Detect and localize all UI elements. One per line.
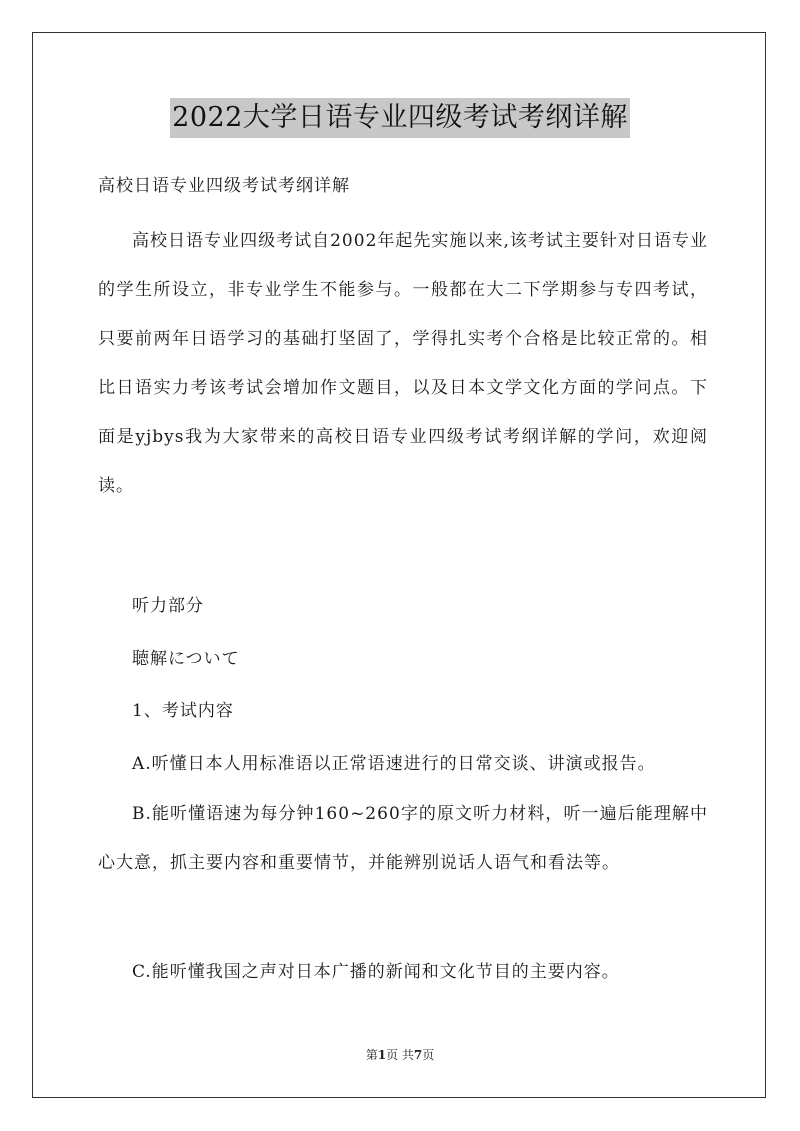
item-heading-content: 1、考试内容 — [132, 701, 234, 721]
document-title: 2022大学日语专业四级考试考纲详解 — [170, 98, 630, 138]
intro-paragraph: 高校日语专业四级考试自2002年起先实施以来,该考试主要针对日语专业的学生所设立，非专业学生不能参与。一般都在大二下学期参与专四考试，只要前两年日语学习的基础打坚固了，学得扎实考个合格是比较正常的。相比日语实力考该考试会增加作文题目，以及日本文学文化方面的学问点。下面是yjbys我为大家带来的高校日语专业四级考试考纲详解的学问，欢迎阅读。 — [98, 231, 708, 496]
page-footer — [0, 1046, 800, 1063]
footer-current-page: 1 — [377, 1048, 387, 1062]
footer-suffix: 页 — [422, 1048, 435, 1062]
item-c: C.能听懂我国之声对日本广播的新闻和文化节目的主要内容。 — [132, 962, 620, 982]
document-subtitle: 高校日语专业四级考试考纲详解 — [98, 176, 350, 196]
item-b: B.能听懂语速为每分钟160~260字的原文听力材料，听一遍后能理解中心大意，抓主要内容和重要情节，并能辨别说话人语气和看法等。 — [98, 804, 708, 873]
footer-middle: 页 共 — [386, 1048, 414, 1062]
item-a: A.听懂日本人用标准语以正常语速进行的日常交谈、讲演或报告。 — [132, 754, 656, 774]
title-container — [0, 98, 800, 138]
section-heading: 听力部分 — [132, 596, 204, 616]
section-heading-japanese: 聴解について — [132, 649, 240, 669]
footer-prefix: 第 — [365, 1048, 378, 1062]
footer-total-pages: 7 — [413, 1048, 423, 1062]
